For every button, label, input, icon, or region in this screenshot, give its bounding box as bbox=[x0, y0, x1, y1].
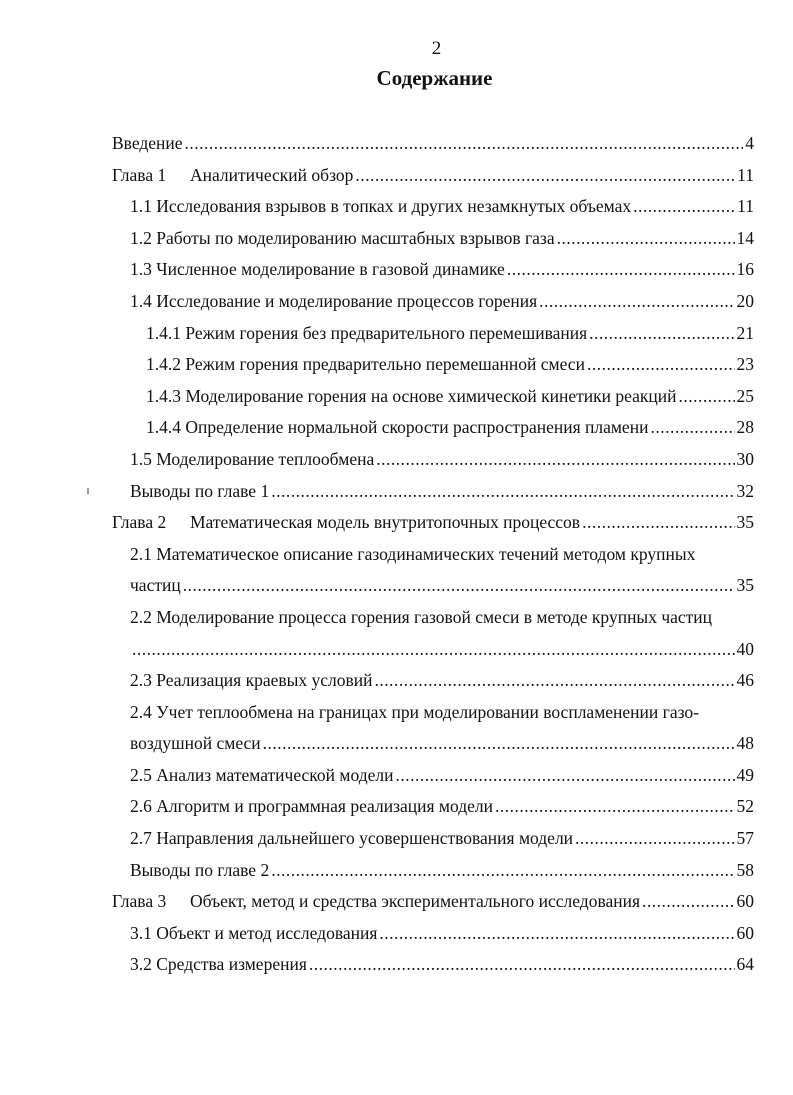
dot-leader bbox=[679, 381, 735, 413]
toc-entry-page: 28 bbox=[736, 417, 754, 438]
toc-entry-label bbox=[112, 886, 640, 918]
dot-leader bbox=[263, 728, 735, 760]
toc-entry[interactable] bbox=[112, 602, 754, 665]
toc-entry-text: 1.4 Исследование и моделирование процессов горения bbox=[130, 290, 538, 311]
dot-leader bbox=[633, 191, 735, 223]
toc-entry-text: частиц bbox=[130, 575, 181, 596]
dot-leader bbox=[271, 855, 734, 887]
chapter-number: Глава 3 bbox=[112, 891, 167, 912]
toc-entry-page: 58 bbox=[736, 859, 754, 880]
toc-entry[interactable] bbox=[112, 791, 754, 823]
toc-entry-label bbox=[130, 191, 631, 223]
toc-entry-text: 1.4.4 Определение нормальной скорости распространения пламени bbox=[146, 417, 649, 438]
toc-entry-label bbox=[112, 160, 353, 192]
toc-entry[interactable] bbox=[112, 318, 754, 350]
dot-leader bbox=[132, 634, 735, 666]
toc-entry-text: Математическая модель внутритопочных процессов bbox=[190, 512, 581, 533]
toc-entry-page: 11 bbox=[737, 164, 754, 185]
dot-leader bbox=[507, 254, 735, 286]
dot-leader bbox=[587, 349, 735, 381]
dot-leader bbox=[183, 570, 735, 602]
toc-entry-text: Выводы по главе 2 bbox=[130, 859, 270, 880]
toc-entry-text: 2.5 Анализ математической модели bbox=[130, 764, 394, 785]
toc-entry-text: 1.4.2 Режим горения предварительно перемешанной смеси bbox=[146, 354, 585, 375]
toc-entry-label bbox=[146, 349, 585, 381]
toc-entry-text: Выводы по главе 1 bbox=[130, 480, 270, 501]
toc-entry[interactable] bbox=[112, 160, 754, 192]
toc-entry[interactable] bbox=[112, 855, 754, 887]
toc-entry-page: 11 bbox=[737, 196, 754, 217]
toc-entry-label bbox=[130, 665, 373, 697]
toc-entry-text: воздушной смеси bbox=[130, 733, 261, 754]
toc-entry-text: 1.4.3 Моделирование горения на основе химической кинетики реакций bbox=[146, 385, 677, 406]
dot-leader bbox=[379, 918, 734, 950]
toc-entry-page: 35 bbox=[736, 512, 754, 533]
toc-entry-text: Аналитический обзор bbox=[190, 164, 354, 185]
toc-entry-label bbox=[130, 823, 573, 855]
table-of-contents bbox=[112, 128, 754, 981]
toc-entry-page: 48 bbox=[736, 733, 754, 754]
toc-entry-label bbox=[130, 949, 307, 981]
toc-entry-first-line: 2.4 Учет теплообмена на границах при моделировании воспламенении газо- bbox=[130, 701, 699, 722]
toc-entry-page: 64 bbox=[736, 954, 754, 975]
toc-entry-text: 3.2 Средства измерения bbox=[130, 954, 307, 975]
toc-entry-page: 57 bbox=[736, 828, 754, 849]
toc-entry[interactable] bbox=[112, 444, 754, 476]
toc-entry-label bbox=[130, 254, 505, 286]
dot-leader bbox=[185, 128, 744, 160]
dot-leader bbox=[375, 665, 735, 697]
toc-entry[interactable] bbox=[112, 760, 754, 792]
toc-entry-text: 2.7 Направления дальнейшего усовершенствования модели bbox=[130, 828, 574, 849]
margin-speck bbox=[87, 488, 89, 494]
toc-entry-page: 21 bbox=[736, 322, 754, 343]
toc-entry[interactable] bbox=[112, 349, 754, 381]
toc-entry-text: 2.3 Реализация краевых условий bbox=[130, 670, 373, 691]
toc-entry[interactable] bbox=[112, 191, 754, 223]
toc-entry-page: 16 bbox=[736, 259, 754, 280]
dot-leader bbox=[495, 791, 734, 823]
chapter-number: Глава 1 bbox=[112, 164, 167, 185]
toc-entry[interactable] bbox=[112, 128, 754, 160]
toc-entry-label bbox=[130, 728, 261, 760]
dot-leader bbox=[582, 507, 734, 539]
toc-entry[interactable] bbox=[112, 949, 754, 981]
toc-entry[interactable] bbox=[112, 886, 754, 918]
toc-entry-label bbox=[130, 855, 269, 887]
toc-entry-first-line: 2.1 Математическое описание газодинамических течений методом крупных bbox=[130, 543, 696, 564]
dot-leader bbox=[539, 286, 734, 318]
toc-entry-label bbox=[112, 507, 580, 539]
toc-entry-text: 2.6 Алгоритм и программная реализация модели bbox=[130, 796, 494, 817]
toc-entry-label bbox=[130, 570, 181, 602]
chapter-number: Глава 2 bbox=[112, 512, 167, 533]
toc-entry-page: 14 bbox=[736, 227, 754, 248]
toc-entry-page: 32 bbox=[736, 480, 754, 501]
toc-entry-label bbox=[130, 760, 394, 792]
toc-entry-label bbox=[146, 318, 587, 350]
toc-entry-label bbox=[112, 128, 183, 160]
toc-entry[interactable] bbox=[112, 254, 754, 286]
toc-entry-page: 49 bbox=[736, 764, 754, 785]
toc-entry-first-line: 2.2 Моделирование процесса горения газовой смеси в методе крупных частиц bbox=[130, 606, 713, 627]
dot-leader bbox=[575, 823, 734, 855]
toc-entry[interactable] bbox=[112, 665, 754, 697]
dot-leader bbox=[355, 160, 735, 192]
toc-entry-page: 4 bbox=[745, 133, 754, 153]
toc-entry-label bbox=[130, 918, 377, 950]
toc-entry-page: 35 bbox=[736, 575, 754, 596]
toc-entry-page: 46 bbox=[736, 670, 754, 691]
toc-entry[interactable] bbox=[112, 223, 754, 255]
toc-entry-text: 1.1 Исследования взрывов в топках и других незамкнутых объемах bbox=[130, 196, 632, 217]
toc-entry-text: 1.3 Численное моделирование в газовой динамике bbox=[130, 259, 505, 280]
toc-entry-label bbox=[130, 476, 269, 508]
toc-entry-page: 40 bbox=[736, 638, 754, 659]
page-number: 2 bbox=[431, 38, 442, 59]
toc-entry[interactable] bbox=[112, 286, 754, 318]
dot-leader bbox=[589, 318, 734, 350]
toc-entry[interactable] bbox=[112, 412, 754, 444]
toc-entry-page: 30 bbox=[736, 448, 754, 469]
dot-leader bbox=[376, 444, 734, 476]
dot-leader bbox=[309, 949, 735, 981]
toc-entry-text: Объект, метод и средства экспериментального исследования bbox=[190, 891, 641, 912]
toc-entry-text: 1.5 Моделирование теплообмена bbox=[130, 448, 375, 469]
toc-entry-page: 23 bbox=[736, 354, 754, 375]
toc-entry-label bbox=[130, 286, 537, 318]
dot-leader bbox=[271, 476, 734, 508]
toc-entry-label bbox=[146, 412, 648, 444]
toc-entry-text: 3.1 Объект и метод исследования bbox=[130, 922, 378, 943]
page-title: Содержание bbox=[376, 66, 493, 90]
toc-entry-page: 20 bbox=[736, 290, 754, 311]
toc-entry[interactable] bbox=[112, 918, 754, 950]
toc-entry-text: 1.4.1 Режим горения без предварительного перемешивания bbox=[146, 322, 588, 343]
dot-leader bbox=[642, 886, 734, 918]
toc-entry-text: Введение bbox=[112, 133, 183, 153]
dot-leader bbox=[396, 760, 735, 792]
toc-entry[interactable] bbox=[112, 381, 754, 413]
toc-entry-label bbox=[130, 791, 493, 823]
toc-entry-page: 25 bbox=[736, 385, 754, 406]
toc-entry-label bbox=[130, 444, 374, 476]
toc-entry[interactable] bbox=[112, 697, 754, 760]
toc-entry-label bbox=[130, 223, 555, 255]
toc-entry-page: 60 bbox=[736, 891, 754, 912]
toc-entry-label bbox=[146, 381, 677, 413]
dot-leader bbox=[650, 412, 734, 444]
toc-entry[interactable] bbox=[112, 476, 754, 508]
dot-leader bbox=[557, 223, 735, 255]
toc-entry[interactable] bbox=[112, 539, 754, 602]
toc-entry-page: 60 bbox=[736, 922, 754, 943]
toc-entry[interactable] bbox=[112, 823, 754, 855]
toc-entry-text: 1.2 Работы по моделированию масштабных взрывов газа bbox=[130, 227, 555, 248]
toc-entry-page: 52 bbox=[736, 796, 754, 817]
toc-entry[interactable] bbox=[112, 507, 754, 539]
